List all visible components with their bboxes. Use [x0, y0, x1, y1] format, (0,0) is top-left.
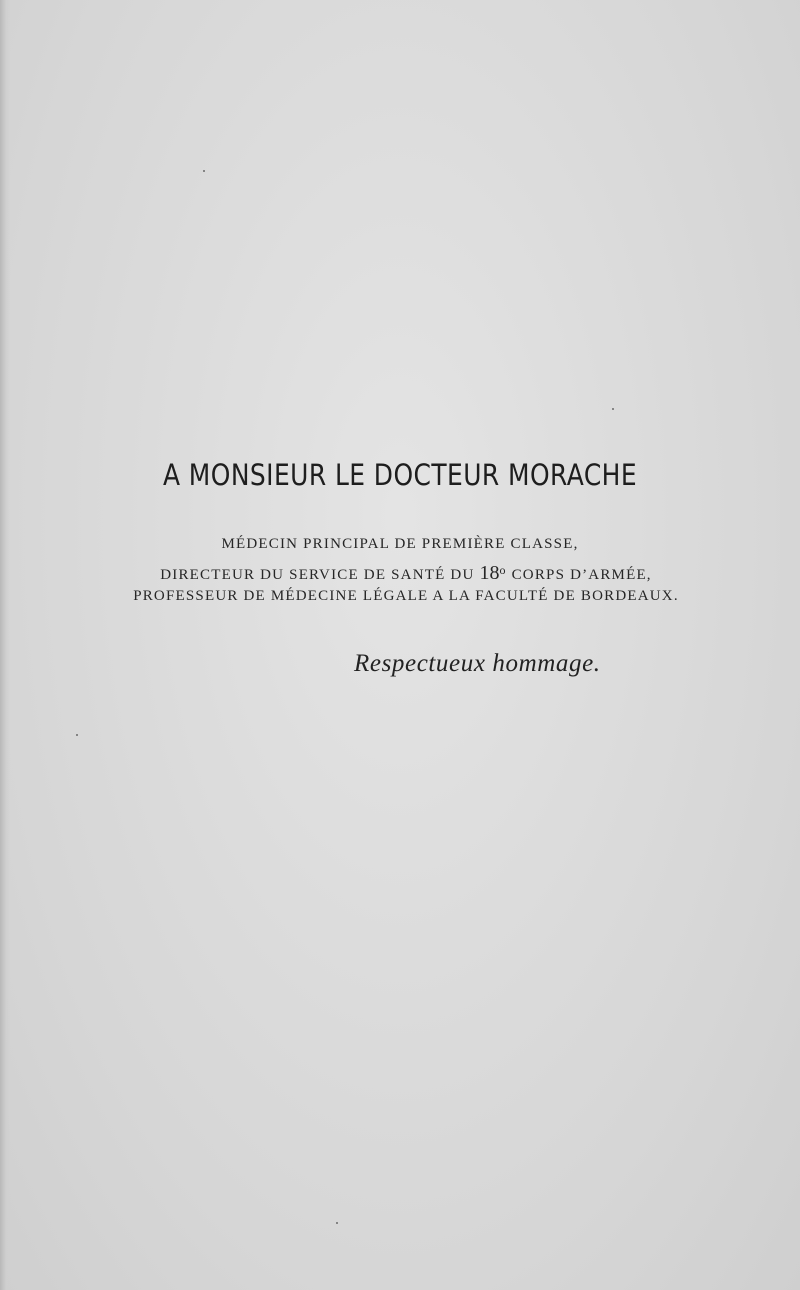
paper-speck	[336, 1222, 338, 1224]
corps-number: 18	[479, 562, 500, 584]
credential-line-rank: MÉDECIN PRINCIPAL DE PREMIÈRE CLASSE,	[221, 536, 579, 552]
paper-speck	[76, 734, 78, 736]
credential-line-director-corps: CORPS D’ARMÉE,	[506, 567, 652, 583]
credential-line-director	[6, 562, 800, 585]
credential-line-director-text: DIRECTEUR DU SERVICE DE SANTÉ DU	[160, 567, 480, 583]
paper-speck	[203, 170, 205, 172]
credential-line-professor: PROFESSEUR DE MÉDECINE LÉGALE A LA FACULTÉ DE BORDEAUX.	[133, 588, 679, 604]
paper-speck	[612, 408, 614, 410]
page-edge-shadow	[0, 0, 10, 1290]
salutation: Respectueux hommage.	[354, 650, 601, 677]
dedication-title: A MONSIEUR LE DOCTEUR MORACHE	[162, 458, 638, 492]
corps-ordinal: o	[499, 563, 507, 577]
